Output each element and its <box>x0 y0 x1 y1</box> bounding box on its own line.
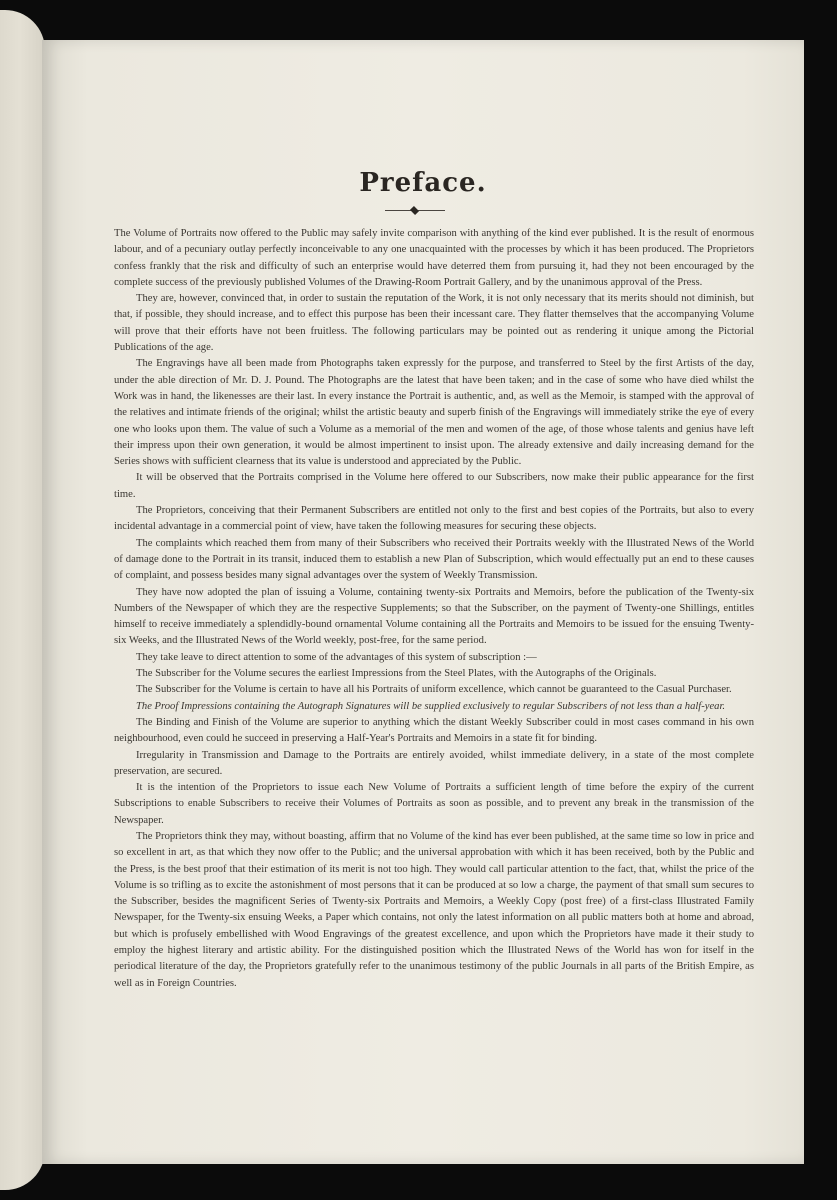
title-ornament-dot <box>410 206 419 215</box>
paragraph: They take leave to direct attention to some of the advantages of this system of subscription :— <box>136 651 537 663</box>
paragraph: It will be observed that the Portraits comprised in the Volume here offered to our Subscribers, now make their public appearance for the first time. <box>114 472 754 500</box>
paragraph: The Engravings have all been made from Photographs taken expressly for the purpose, and transferred to Steel by the first Artists of the day, under the able direction of Mr. D. J. Pound. The Photographs are the latest that have been taken; and in the case of some who have died whilst the Work was in hand, the likenesses are their last. In every instance the Portrait is authentic, and, as well as the Memoir, is stamped with the approval of the relatives and intimate friends of the original; whilst the artistic beauty and superb finish of the Engravings will immediately strike the eye of every one who looks upon them. The value of such a Volume as a memorial of the men and women of the age, of those whose talents and genius have left their impress upon their own generation, it would be almost impertinent to insist upon. The already extensive and daily increasing demand for the Series shows with sufficient clearness that its value is understood and appreciated by the Public. <box>114 358 754 468</box>
paragraph-italic: The Proof Impressions containing the Autograph Signatures will be supplied exclusively to regular Subscribers of not less than a half-year. <box>136 700 726 712</box>
paragraph: It is the intention of the Proprietors to issue each New Volume of Portraits a sufficient length of time before the expiry of the current Subscriptions to enable Subscribers to receive their Volumes of Portraits as soon as possible, and to prevent any break in the transmission of the Newspaper. <box>114 782 754 826</box>
preface-body <box>114 226 754 992</box>
paragraph: The complaints which reached them from many of their Subscribers who received their Portraits weekly with the Illustrated News of the World of damage done to the Portrait in its transit, induced them to establish a new Plan of Subscription, which would effectually put an end to these causes of complaint, and possess besides many signal advantages over the system of Weekly Transmission. <box>114 537 754 582</box>
paragraph: Irregularity in Transmission and Damage to the Portraits are entirely avoided, whilst immediate delivery, in a state of the most complete preservation, are secured. <box>114 749 754 777</box>
paragraph: The Binding and Finish of the Volume are superior to anything which the distant Weekly Subscriber could in most cases command in his own neighbourhood, even could he succeed in preserving a Half-Year's Portraits and Memoirs in a state fit for binding. <box>114 716 754 745</box>
paragraph: They are, however, convinced that, in order to sustain the reputation of the Work, it is not only necessary that its merits should not diminish, but that, if possible, they should increase, and to effect this purpose has been their incessant care. They flatter themselves that the accompanying Volume will prove that their efforts have not been fruitless. The following particulars may be pointed out as rendering it unique among the Pictorial Publications of the age. <box>114 293 754 354</box>
paragraph: The Volume of Portraits now offered to the Public may safely invite comparison with anything of the kind ever published. It is the result of enormous labour, and of a pecuniary outlay perfectly inconceivable to any one unacquainted with the processes by which it has been produced. The Proprietors confess frankly that the risk and difficulty of such an enterprise would have deterred them from pursuing it, had they not been encouraged by the complete success of the previously published Volumes of the Drawing-Room Portrait Gallery, and by the unanimous approval of the Press. <box>114 228 754 288</box>
page-title: Preface. <box>359 168 487 198</box>
facing-page-edge <box>0 10 45 1190</box>
paragraph: They have now adopted the plan of issuing a Volume, containing twenty-six Portraits and Memoirs, before the publication of the Twenty-six Numbers of the Newspaper of which they are the respective Supplements; so that the Subscriber, on the payment of Twenty-one Shillings, entitles himself to receive immediately a splendidly-bound ornamental Volume containing all the Portraits and Memoirs to be issued for the ensuing Twenty-six Weeks, and the Illustrated News of the World weekly, post-free, for the same period. <box>114 586 754 647</box>
paragraph: The Proprietors, conceiving that their Permanent Subscribers are entitled not only to the first and best copies of the Portraits, but also to every incidental advantage in a commercial point of view, have taken the following measures for securing these objects. <box>114 505 754 533</box>
paragraph: The Subscriber for the Volume is certain to have all his Portraits of uniform excellence, which cannot be guaranteed to the Casual Purchaser. <box>136 684 732 696</box>
paragraph: The Subscriber for the Volume secures the earliest Impressions from the Steel Plates, with the Autographs of the Originals. <box>136 668 657 680</box>
paragraph: The Proprietors think they may, without boasting, affirm that no Volume of the kind has ever been published, at the same time so low in price and so excellent in art, as that which they now offer to the Public; and the universal approbation with which it has been received, both by the Public and the Press, is the best proof that their estimation of its merit is not too high. They would call particular attention to the fact, that, whilst the price of the Volume is so trifling as to excite the astonishment of most persons that it can be produced at so low a charge, the payment of that small sum secures to the Subscriber, besides the magnificent Series of Twenty-six Portraits and Memoirs, a Weekly Copy (post free) of a first-class Illustrated Family Newspaper, for the Twenty-six ensuing Weeks, a Paper which contains, not only the latest information on all public matters both at home and abroad, but which is profusely embellished with Wood Engravings of the greatest excellence, and upon which the Proprietors have made it their study to employ the highest literary and artistic ability. For the distinguished position which the Illustrated News of the World has won for itself in the periodical literature of the day, the Proprietors gratefully refer to the unanimous testimony of the public Journals in all parts of the British Empire, as well as in Foreign Countries. <box>114 830 754 989</box>
book-page <box>42 40 804 1164</box>
